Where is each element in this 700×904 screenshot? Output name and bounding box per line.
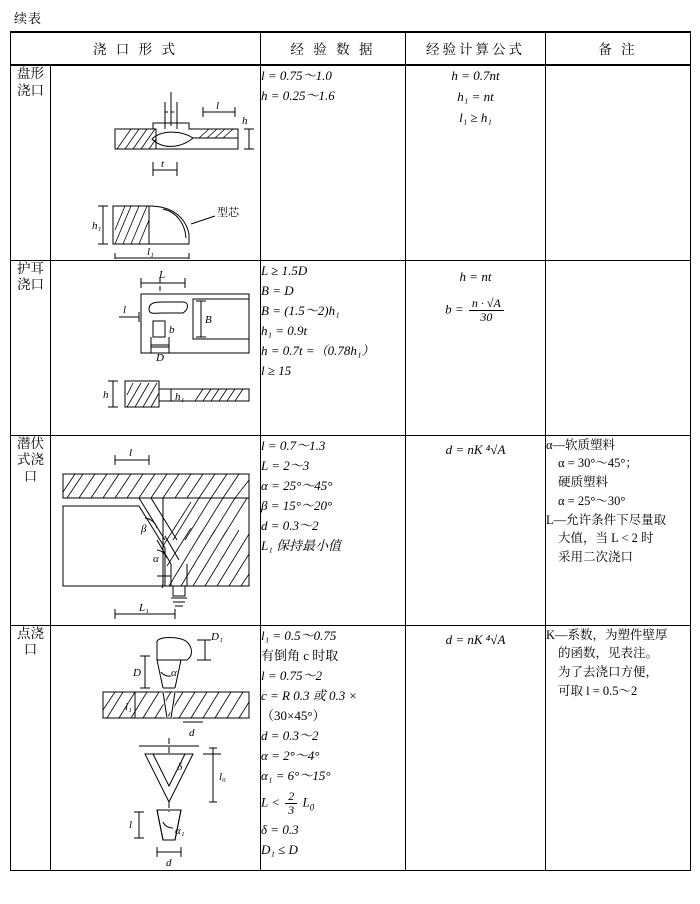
figure-label-h: h [241, 115, 247, 127]
experience-disc-gate [261, 65, 406, 260]
experience-line: 有倒角 c 时取 [261, 647, 339, 663]
experience-line: L₁ 保持最小值 [261, 538, 341, 554]
note-line: α—软质塑料 [546, 437, 616, 452]
experience-line: c = R 0.3 或 0.3 × [261, 687, 358, 703]
table-header [11, 32, 691, 65]
figure-label-l-gate: l [160, 578, 164, 591]
experience-line: l = 0.7～1.3 [261, 437, 326, 453]
note-tab-gate [546, 260, 691, 435]
figure-label-delta: δ [176, 760, 182, 773]
note-line: 的函数，见表注。 [558, 646, 659, 661]
note-disc-gate [546, 65, 691, 260]
formula-line: d = nK ⁴√A [445, 631, 506, 647]
experience-line: （30×45°） [261, 708, 326, 724]
experience-line: h = 0.7t =（0.78h₁） [261, 343, 375, 359]
experience-line: l₁ = 0.5～0.75 [261, 627, 337, 643]
formula-fraction-numerator: n · √A [469, 297, 504, 311]
note-line: L—允许条件下尽量取 [546, 512, 667, 527]
experience-line: B = D [261, 282, 294, 298]
formula-tab-gate [406, 260, 546, 435]
column-header-note: 备 注 [546, 32, 691, 65]
row-name-pin-point-gate: 点浇口 [11, 625, 51, 870]
note-line: 大值，当 L < 2 时 [558, 531, 654, 546]
row-name-disc-gate: 盘形浇口 [11, 65, 51, 260]
experience-line: α₁ = 6°～15° [261, 768, 331, 784]
tab-gate-drawing [53, 261, 259, 434]
note-line: 为了去浇口方便， [558, 665, 659, 679]
figure-label-L1: L₁ [138, 601, 149, 614]
note-line: 可取 l = 0.5～2 [558, 683, 638, 698]
experience-line: d = 0.3～2 [261, 728, 319, 744]
figure-submarine-gate [51, 435, 261, 625]
table-row [11, 260, 691, 435]
pin-point-gate-drawing [53, 626, 259, 869]
experience-line: L = 2～3 [261, 457, 310, 473]
note-line: K—系数，为塑件壁厚 [546, 627, 668, 642]
figure-tab-gate [51, 260, 261, 435]
formula-pin-point-gate [406, 625, 546, 870]
experience-line: l = 0.75～1.0 [261, 68, 332, 83]
table-row [11, 65, 691, 260]
figure-label-d: d [188, 726, 194, 739]
note-submarine-gate [546, 435, 691, 625]
figure-label-l: l [122, 303, 126, 316]
note-pin-point-gate [546, 625, 691, 870]
continued-label: 续表 [14, 11, 43, 26]
figure-label-core: 型芯 [216, 207, 239, 219]
formula-fraction-denominator: 30 [480, 310, 493, 325]
figure-label-alpha1: α₁ [174, 824, 185, 837]
experience-line: h = 0.25～1.6 [261, 88, 335, 104]
figure-label-L: L [158, 268, 165, 281]
formula-fraction [406, 297, 545, 324]
experience-submarine-gate [261, 435, 406, 625]
figure-label-l: l [128, 818, 132, 831]
figure-label-l1: l₁ [146, 246, 154, 258]
experience-line: d = 0.3～2 [261, 518, 319, 534]
figure-pin-point-gate [51, 625, 261, 870]
formula-line: l₁ ≥ h₁ [459, 109, 492, 125]
formula-disc-gate [406, 65, 546, 260]
figure-label-d-bottom: d [165, 856, 171, 869]
formula-fraction-lhs: b = [445, 301, 464, 317]
gate-types-table [10, 31, 691, 871]
formula-line: h = 0.7nt [451, 68, 500, 83]
formula-line: h₁ = nt [457, 88, 494, 104]
experience-line: α = 25°～45° [261, 477, 333, 493]
experience-line: l = 0.75～2 [261, 667, 323, 683]
table-row [11, 625, 691, 870]
figure-label-t: t [160, 158, 164, 170]
figure-label-alpha: α [170, 666, 177, 679]
experience-line: β = 15°～20° [261, 497, 333, 513]
row-name-submarine-gate: 潜伏式浇口 [11, 435, 51, 625]
column-header-formula: 经验计算公式 [406, 32, 546, 65]
experience-line: B = (1.5～2)h₁ [261, 302, 340, 318]
experience-line: δ = 0.3 [261, 822, 299, 837]
column-header-experience: 经 验 数 据 [261, 32, 406, 65]
experience-tab-gate [261, 260, 406, 435]
note-line: α = 25°～30° [558, 493, 626, 508]
formula-line: h = nt [459, 268, 492, 284]
formula-line: d = nK ⁴√A [445, 441, 506, 457]
experience-line: h₁ = 0.9t [261, 322, 308, 338]
figure-label-h1: h₁ [91, 220, 101, 232]
figure-label-alpha: α [152, 552, 159, 565]
experience-line: L ≥ 1.5D [261, 262, 308, 278]
figure-label-l: l [128, 446, 132, 459]
figure-disc-gate [51, 65, 261, 260]
figure-label-h: h [102, 388, 108, 401]
experience-line: α = 2°～4° [261, 748, 320, 764]
figure-label-D: D [132, 666, 141, 679]
disc-gate-drawing [53, 66, 259, 259]
table-row [11, 435, 691, 625]
note-line: α = 30°～45°； [558, 456, 638, 471]
note-line: 采用二次浇口 [558, 550, 634, 564]
experience-line: l ≥ 15 [261, 363, 292, 379]
column-header-figure: 浇 口 形 式 [11, 32, 261, 65]
note-line: 硬质塑料 [558, 475, 609, 489]
figure-label-B: B [204, 313, 212, 326]
row-name-tab-gate: 护耳浇口 [11, 260, 51, 435]
experience-line: D₁ ≤ D [261, 842, 298, 858]
figure-label-h1: h₁ [174, 390, 184, 403]
figure-label-b: b [168, 323, 174, 336]
figure-label-l: l [215, 100, 219, 112]
figure-label-D: D [155, 351, 164, 364]
figure-label-beta: β [140, 522, 146, 535]
figure-label-l1: l₁ [124, 700, 132, 713]
experience-pin-point-gate [261, 625, 406, 870]
figure-label-D1: D₁ [210, 630, 223, 643]
experience-line-fraction: L < $\frac{2}{3}$ $L_0$ [261, 788, 315, 817]
figure-label-l0: l₀ [218, 770, 226, 783]
submarine-gate-drawing [53, 436, 259, 624]
formula-submarine-gate [406, 435, 546, 625]
